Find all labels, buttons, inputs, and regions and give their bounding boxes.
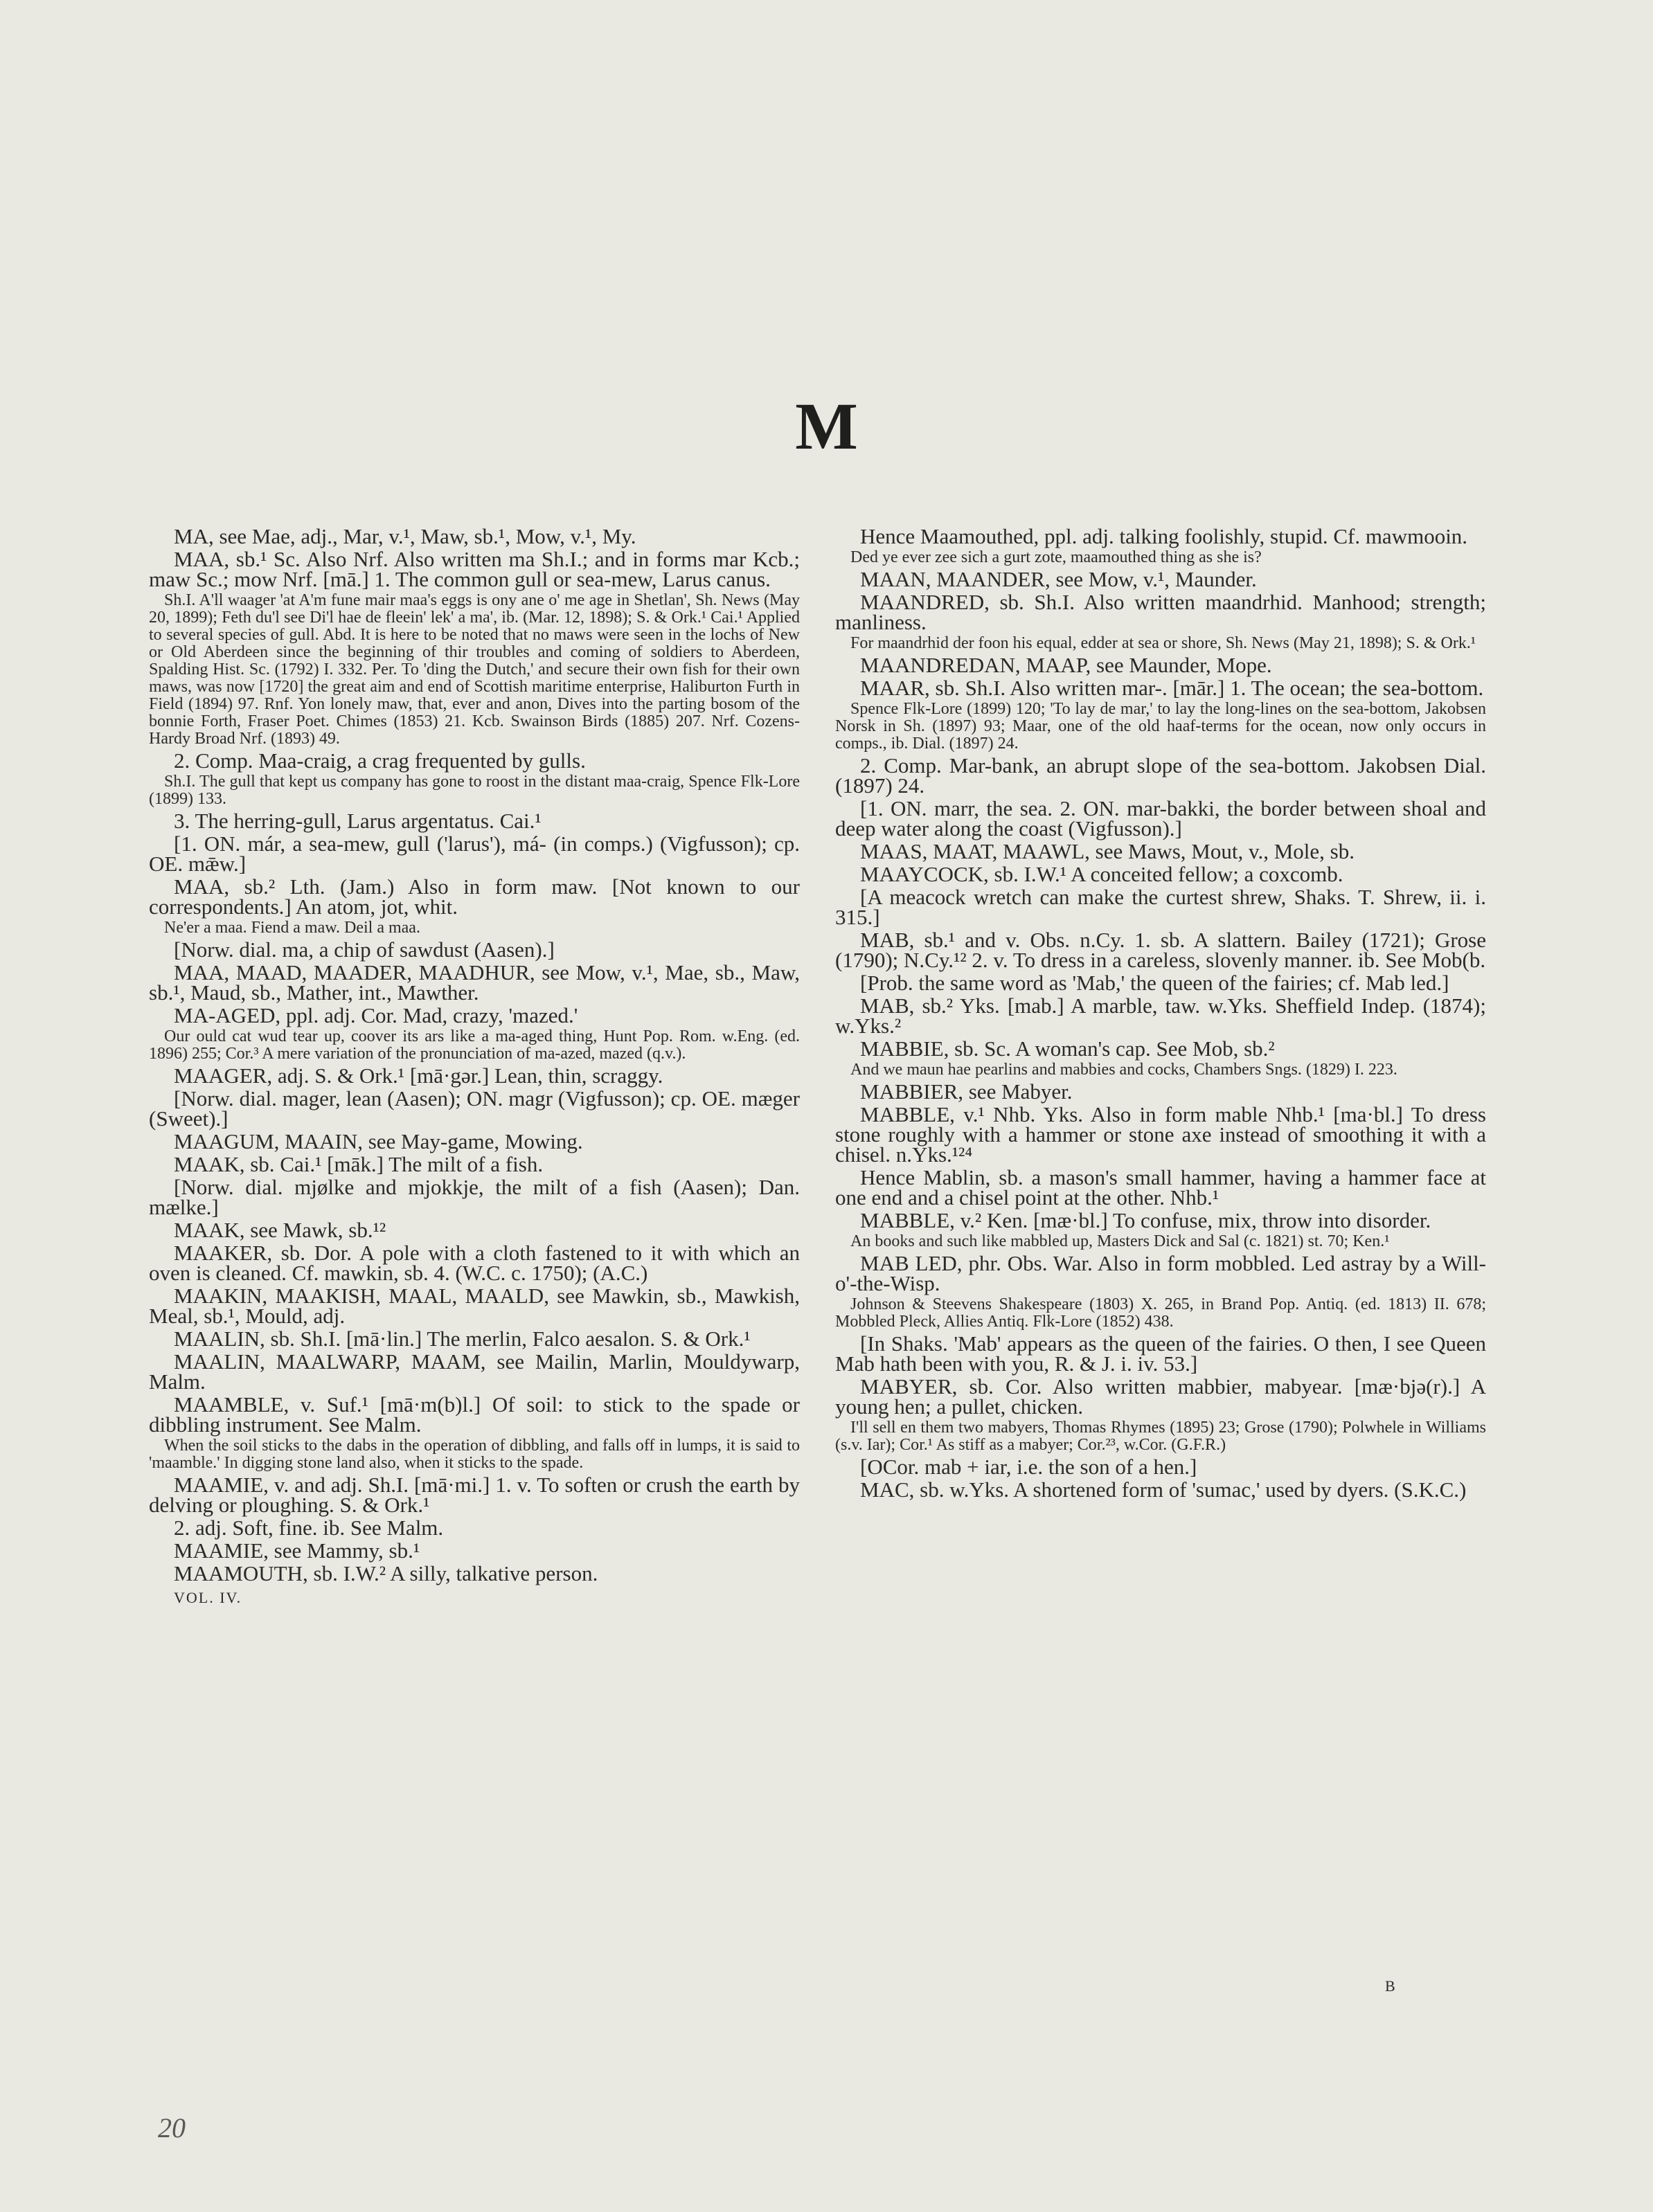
quotation-paragraph: Ne'er a maa. Fiend a maw. Deil a maa.: [164, 919, 420, 937]
entry-paragraph: MA, see Mae, adj., Mar, v.¹, Maw, sb.¹, Mow, v.¹, My.: [174, 524, 636, 548]
entry-paragraph: MAALIN, MAALWARP, MAAM, see Mailin, Marlin, Mouldywarp, Malm.: [149, 1349, 800, 1394]
entry-paragraph: MAAKIN, MAAKISH, MAAL, MAALD, see Mawkin, sb., Mawkish, Meal, sb.¹, Mould, adj.: [149, 1284, 800, 1328]
entry-paragraph: MAB LED, phr. Obs. War. Also in form mobbled. Led astray by a Will-o'-the-Wisp.: [835, 1251, 1486, 1295]
entry-paragraph: [1. ON. már, a sea-mew, gull ('larus'), má- (in comps.) (Vigfusson); cp. OE. mǣw.]: [149, 831, 800, 876]
volume-footer: VOL. IV.: [174, 1589, 242, 1606]
entry-paragraph: MAAMIE, v. and adj. Sh.I. [mā·mi.] 1. v. To soften or crush the earth by delving or ploughing. S. & Ork.¹: [149, 1473, 800, 1517]
entry-paragraph: 2. Comp. Maa-craig, a crag frequented by gulls.: [174, 748, 586, 773]
entry-paragraph: MABBIER, see Mabyer.: [860, 1079, 1073, 1104]
entry-paragraph: MAAMBLE, v. Suf.¹ [mā·m(b)l.] Of soil: to stick to the spade or dibbling instrument. See Malm.: [149, 1392, 800, 1437]
quotation-paragraph: When the soil sticks to the dabs in the operation of dibbling, and falls off in lumps, it is said to 'maamble.' In digging stone land also, when it sticks to the spade.: [149, 1437, 800, 1472]
left-column: [149, 526, 800, 1610]
entry-paragraph: MAAMOUTH, sb. I.W.² A silly, talkative person.: [174, 1561, 598, 1585]
entry-paragraph: [In Shaks. 'Mab' appears as the queen of the fairies. O then, I see Queen Mab hath been with you, R. & J. i. iv. 53.]: [835, 1331, 1486, 1376]
entry-paragraph: MAAGUM, MAAIN, see May-game, Mowing.: [174, 1129, 583, 1153]
quotation-paragraph: Sh.I. The gull that kept us company has gone to roost in the distant maa-craig, Spence Flk-Lore (1899) 133.: [149, 773, 800, 808]
entry-paragraph: MAAK, sb. Cai.¹ [māk.] The milt of a fish.: [174, 1152, 544, 1176]
entry-paragraph: MABYER, sb. Cor. Also written mabbier, mabyear. [mæ·bjə(r).] A young hen; a pullet, chicken.: [835, 1374, 1486, 1419]
quotation-paragraph: Spence Flk-Lore (1899) 120; 'To lay de mar,' to lay the long-lines on the sea-bottom, Jakobsen Norsk in Sh. (1897) 93; Maar, one of the old haaf-terms for the ocean, now only occurs in comps., ib. Dial. (1897) 24.: [835, 700, 1486, 753]
entry-paragraph: MAAKER, sb. Dor. A pole with a cloth fastened to it with which an oven is cleaned. Cf. mawkin, sb. 4. (W.C. c. 1750); (A.C.): [149, 1241, 800, 1285]
quotation-paragraph: Ded ye ever zee sich a gurt zote, maamouthed thing as she is?: [850, 548, 1262, 566]
entry-paragraph: MAB, sb.² Yks. [mab.] A marble, taw. w.Yks. Sheffield Indep. (1874); w.Yks.²: [835, 993, 1486, 1038]
entry-paragraph: [A meacock wretch can make the curtest shrew, Shaks. T. Shrew, ii. i. 315.]: [835, 885, 1486, 929]
entry-paragraph: MAAGER, adj. S. & Ork.¹ [mā·gər.] Lean, thin, scraggy.: [174, 1063, 663, 1088]
quotation-paragraph: Sh.I. A'll waager 'at A'm fune mair maa's eggs is ony ane o' me age in Shetlan', Sh. News (May 20, 1899); Feth du'l see Di'l hae de fleein' lek' a ma', ib. (Mar. 12, 1898); S. & Ork.¹ Cai.¹ Applied to several species of gull. Abd. It is here to be noted that no maws were seen in the lochs of New or Old Aberdeen since the beginning of thir troubles and coming of soldiers to Aberdeen, Spalding Hist. Sc. (1792) I. 332. Per. To 'ding the Dutch,' and secure their own fish for their own maws, was now [1720] the great aim and end of Scottish maritime enterprise, Haliburton Furth in Field (1894) 97. Rnf. Yon lonely maw, that, ever and anon, Dives into the parting bosom of the bonnie Forth, Fraser Poet. Chimes (1853) 21. Kcb. Swainson Birds (1885) 207. Nrf. Cozens-Hardy Broad Nrf. (1893) 49.: [149, 591, 800, 748]
entry-paragraph: MAANDREDAN, MAAP, see Maunder, Mope.: [860, 653, 1272, 677]
quotation-paragraph: Johnson & Steevens Shakespeare (1803) X. 265, in Brand Pop. Antiq. (ed. 1813) II. 678; Mobbled Pleck, Allies Antiq. Flk-Lore (1852) 438.: [835, 1295, 1486, 1331]
entry-paragraph: MAAMIE, see Mammy, sb.¹: [174, 1538, 420, 1563]
signature-mark: B: [1385, 1977, 1395, 1995]
quotation-paragraph: And we maun hae pearlins and mabbies and cocks, Chambers Sngs. (1829) I. 223.: [850, 1061, 1397, 1079]
entry-paragraph: [Prob. the same word as 'Mab,' the queen of the fairies; cf. Mab led.]: [860, 971, 1449, 995]
quotation-paragraph: An books and such like mabbled up, Masters Dick and Sal (c. 1821) st. 70; Ken.¹: [850, 1232, 1390, 1250]
entry-paragraph: MABBLE, v.¹ Nhb. Yks. Also in form mable Nhb.¹ [ma·bl.] To dress stone roughly with a hammer or stone axe instead of smoothing it with a chisel. n.Yks.¹²⁴: [835, 1102, 1486, 1167]
entry-paragraph: [Norw. dial. mjølke and mjokkje, the milt of a fish (Aasen); Dan. mælke.]: [149, 1175, 800, 1219]
entry-paragraph: MAA, MAAD, MAADER, MAADHUR, see Mow, v.¹, Mae, sb., Maw, sb.¹, Maud, sb., Mather, int., Mawther.: [149, 960, 800, 1005]
entry-paragraph: MA-AGED, ppl. adj. Cor. Mad, crazy, 'mazed.': [174, 1003, 578, 1027]
entry-paragraph: MAB, sb.¹ and v. Obs. n.Cy. 1. sb. A slattern. Bailey (1721); Grose (1790); N.Cy.¹² 2. v. To dress in a careless, slovenly manner. ib. See Mob(b.: [835, 928, 1486, 972]
entry-paragraph: MAAS, MAAT, MAAWL, see Maws, Mout, v., Mole, sb.: [860, 839, 1355, 863]
entry-paragraph: MAAYCOCK, sb. I.W.¹ A conceited fellow; a coxcomb.: [860, 862, 1343, 886]
entry-paragraph: MAAN, MAANDER, see Mow, v.¹, Maunder.: [860, 567, 1257, 591]
entry-paragraph: MAAR, sb. Sh.I. Also written mar-. [mār.] 1. The ocean; the sea-bottom.: [860, 676, 1484, 700]
entry-paragraph: MAAK, see Mawk, sb.¹²: [174, 1218, 386, 1242]
pencil-page-mark: 20: [158, 2112, 186, 2143]
entry-paragraph: 3. The herring-gull, Larus argentatus. Cai.¹: [174, 809, 542, 833]
entry-paragraph: MABBIE, sb. Sc. A woman's cap. See Mob, sb.²: [860, 1036, 1275, 1061]
quotation-paragraph: For maandrhid der foon his equal, edder at sea or shore, Sh. News (May 21, 1898); S. & Ork.¹: [850, 634, 1476, 652]
entry-paragraph: [1. ON. marr, the sea. 2. ON. mar-bakki, the border between shoal and deep water along the coast (Vigfusson).]: [835, 796, 1486, 840]
entry-paragraph: [Norw. dial. mager, lean (Aasen); ON. magr (Vigfusson); cp. OE. mæger (Sweet).]: [149, 1086, 800, 1131]
entry-paragraph: [OCor. mab + iar, i.e. the son of a hen.]: [860, 1455, 1197, 1479]
entry-paragraph: [Norw. dial. ma, a chip of sawdust (Aasen).]: [174, 937, 555, 962]
entry-paragraph: MAANDRED, sb. Sh.I. Also written maandrhid. Manhood; strength; manliness.: [835, 590, 1486, 634]
entry-paragraph: MAA, sb.² Lth. (Jam.) Also in form maw. [Not known to our correspondents.] An atom, jot, whit.: [149, 874, 800, 919]
entry-paragraph: Hence Maamouthed, ppl. adj. talking foolishly, stupid. Cf. mawmooin.: [860, 524, 1468, 548]
entry-paragraph: 2. adj. Soft, fine. ib. See Malm.: [174, 1516, 444, 1540]
quotation-paragraph: Our ould cat wud tear up, coover its ars like a ma-aged thing, Hunt Pop. Rom. w.Eng. (ed. 1896) 255; Cor.³ A mere variation of the pronunciation of ma-azed, mazed (q.v.).: [149, 1027, 800, 1063]
entry-paragraph: MAA, sb.¹ Sc. Also Nrf. Also written ma Sh.I.; and in forms mar Kcb.; maw Sc.; mow Nrf. [mā.] 1. The common gull or sea-mew, Larus canus.: [149, 547, 800, 591]
entry-paragraph: MABBLE, v.² Ken. [mæ·bl.] To confuse, mix, throw into disorder.: [860, 1208, 1431, 1232]
entry-paragraph: 2. Comp. Mar-bank, an abrupt slope of the sea-bottom. Jakobsen Dial. (1897) 24.: [835, 753, 1486, 798]
entry-paragraph: Hence Mablin, sb. a mason's small hammer, having a hammer face at one end and a chisel point at the other. Nhb.¹: [835, 1165, 1486, 1210]
right-column: [835, 526, 1486, 1502]
entry-paragraph: MAALIN, sb. Sh.I. [mā·lin.] The merlin, Falco aesalon. S. & Ork.¹: [174, 1327, 751, 1351]
section-letter: M: [795, 389, 858, 463]
quotation-paragraph: I'll sell en them two mabyers, Thomas Rhymes (1895) 23; Grose (1790); Polwhele in Williams (s.v. Iar); Cor.¹ As stiff as a mabyer; Cor.²³, w.Cor. (G.F.R.): [835, 1419, 1486, 1454]
entry-paragraph: MAC, sb. w.Yks. A shortened form of 'sumac,' used by dyers. (S.K.C.): [860, 1477, 1467, 1502]
